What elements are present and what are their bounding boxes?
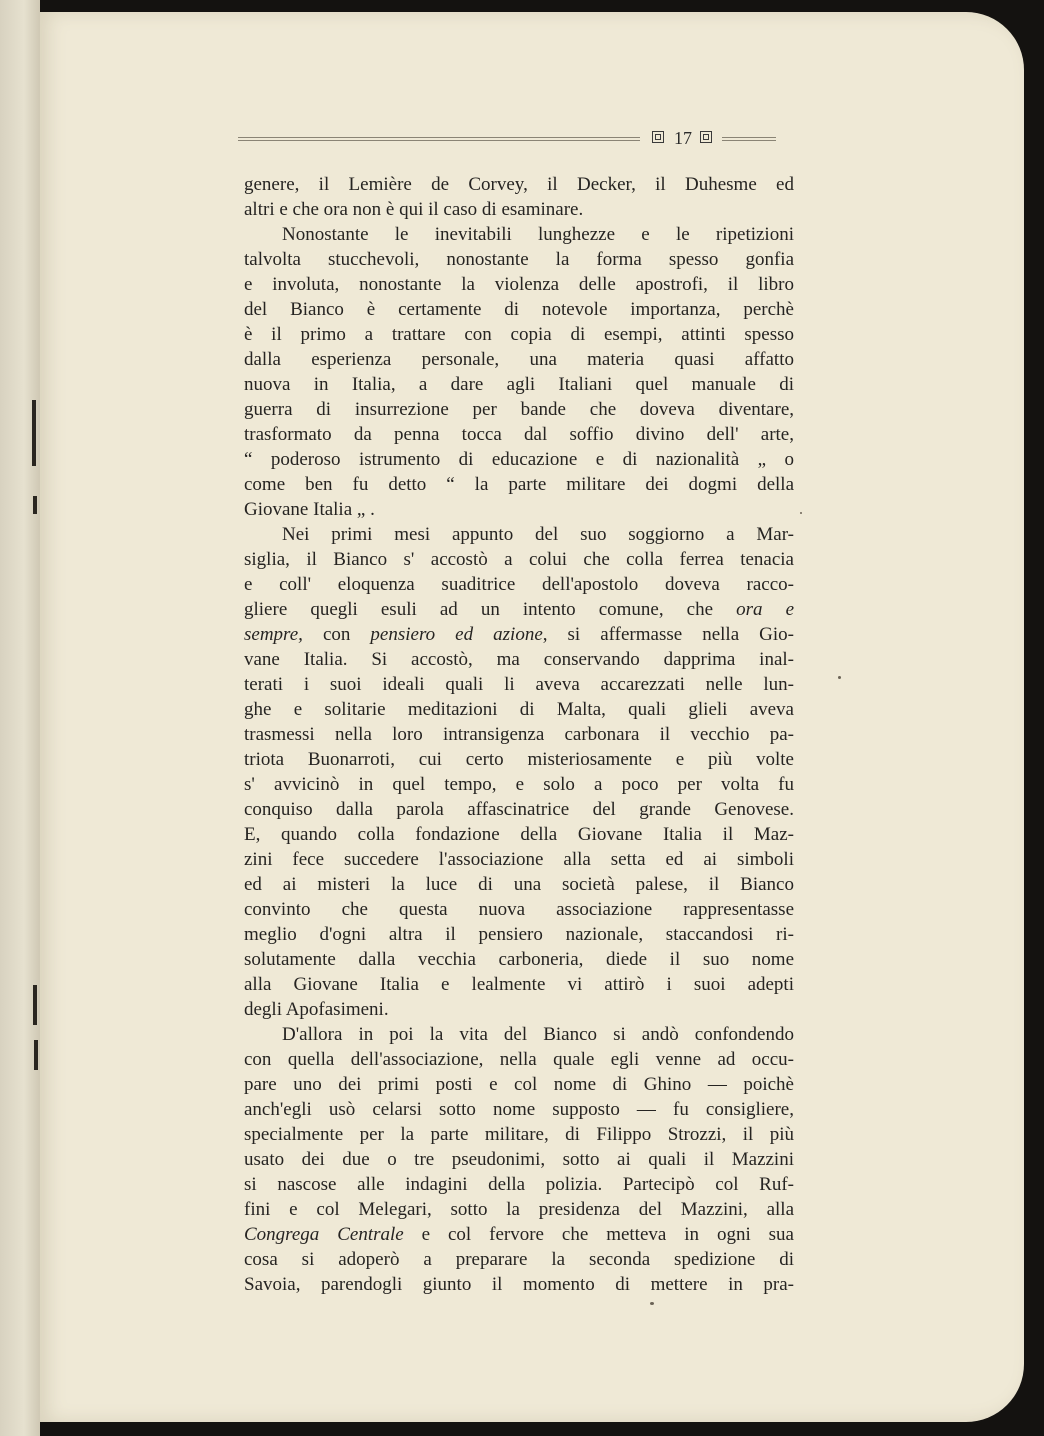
text-line: Nei primi mesi appunto del suo soggiorno a Mar-: [282, 524, 794, 545]
text-line: meglio d'ogni altra il pensiero nazionale, staccandosi ri-: [244, 924, 794, 945]
body-text: [244, 172, 794, 1297]
text-line: è il primo a trattare con copia di esempi, attinti spesso: [244, 324, 794, 345]
text-line: e coll' eloquenza suaditrice dell'apostolo doveva racco-: [244, 574, 794, 595]
paper-speck: [650, 1302, 654, 1305]
text-line: come ben fu detto “ la parte militare dei dogmi della: [244, 474, 794, 495]
text-line: Giovane Italia „ .: [244, 499, 375, 520]
text-line: pare uno dei primi posti e col nome di Ghino — poichè: [244, 1074, 794, 1095]
binding-mark: [33, 496, 37, 514]
text-line: specialmente per la parte militare, di Filippo Strozzi, il più: [244, 1124, 794, 1145]
text-line: e involuta, nonostante la violenza delle apostrofi, il libro: [244, 274, 794, 295]
text-line: [244, 622, 794, 647]
paper-speck: [800, 512, 802, 514]
text-line: terati i suoi ideali quali li aveva accarezzati nelle lun-: [244, 674, 794, 695]
header-rule-right: [722, 137, 776, 141]
text-line: convinto che questa nuova associazione rappresentasse: [244, 899, 794, 920]
text-line: dalla esperienza personale, una materia quasi affatto: [244, 349, 794, 370]
text-line: solutamente dalla vecchia carboneria, diede il suo nome: [244, 949, 794, 970]
text-line: [244, 1222, 794, 1247]
text-line: si nascose alle indagini della polizia. Partecipò col Ruf-: [244, 1174, 794, 1195]
text-line: talvolta stucchevoli, nonostante la forma spesso gonfia: [244, 249, 794, 270]
italic-text: sempre,: [244, 624, 303, 645]
italic-text: Congrega Centrale: [244, 1224, 404, 1245]
text-line: altri e che ora non è qui il caso di esaminare.: [244, 199, 584, 220]
text-line: vane Italia. Si accostò, ma conservando dapprima inal-: [244, 649, 794, 670]
text-line: Savoia, parendogli giunto il momento di mettere in pra-: [244, 1274, 794, 1295]
text-line: s' avvicinò in quel tempo, e solo a poco per volta fu: [244, 774, 794, 795]
text-line: con quella dell'associazione, nella quale egli venne ad occu-: [244, 1049, 794, 1070]
text-line: degli Apofasimeni.: [244, 999, 389, 1020]
binding-mark: [33, 985, 37, 1025]
text-line: genere, il Lemière de Corvey, il Decker, il Duhesme ed: [244, 174, 794, 195]
text-line: usato dei due o tre pseudonimi, sotto ai quali il Mazzini: [244, 1149, 794, 1170]
text-line: conquiso dalla parola affascinatrice del grande Genovese.: [244, 799, 794, 820]
text-line: [244, 597, 794, 622]
binding-mark: [32, 400, 36, 466]
italic-text: pensiero ed azione: [370, 624, 543, 645]
text-line: D'allora in poi la vita del Bianco si andò confondendo: [282, 1024, 794, 1045]
text-line: ghe e solitarie meditazioni di Malta, quali glieli aveva: [244, 699, 794, 720]
text-line: trasformato da penna tocca dal soffio divino dell' arte,: [244, 424, 794, 445]
text-segment: con: [302, 624, 371, 645]
text-segment: , si affermasse nella Gio-: [542, 624, 794, 645]
text-line: alla Giovane Italia e lealmente vi attirò i suoi adepti: [244, 974, 794, 995]
text-line: triota Buonarroti, cui certo misteriosamente e più volte: [244, 749, 794, 770]
page-number: 17: [674, 128, 692, 148]
ornament-box-icon: [700, 131, 712, 143]
text-line: anch'egli usò celarsi sotto nome supposto — fu consigliere,: [244, 1099, 794, 1120]
text-line: zini fece succedere l'associazione alla setta ed ai simboli: [244, 849, 794, 870]
text-line: cosa si adoperò a preparare la seconda spedizione di: [244, 1249, 794, 1270]
italic-text: ora e: [736, 599, 795, 620]
text-line: E, quando colla fondazione della Giovane Italia il Maz-: [244, 824, 794, 845]
binding-mark: [34, 1040, 38, 1070]
text-line: guerra di insurrezione per bande che doveva diventare,: [244, 399, 794, 420]
text-line: ed ai misteri la luce di una società palese, il Bianco: [244, 874, 794, 895]
text-line: del Bianco è certamente di notevole importanza, perchè: [244, 299, 794, 320]
text-line: Nonostante le inevitabili lunghezze e le ripetizioni: [282, 224, 794, 245]
ornament-box-icon: [652, 131, 664, 143]
paper-speck: [838, 676, 841, 679]
text-line: “ poderoso istrumento di educazione e di nazionalità „ o: [244, 449, 794, 470]
text-line: siglia, il Bianco s' accostò a colui che colla ferrea tenacia: [244, 549, 794, 570]
header-rule-left: [238, 137, 640, 141]
page-header: [238, 127, 778, 149]
facing-page-edge: [0, 0, 40, 1436]
text-line: nuova in Italia, a dare agli Italiani quel manuale di: [244, 374, 794, 395]
text-line: fini e col Melegari, sotto la presidenza del Mazzini, alla: [244, 1199, 794, 1220]
text-segment: e col fervore che metteva in ogni sua: [403, 1224, 794, 1245]
text-line: trasmessi nella loro intransigenza carbonara il vecchio pa-: [244, 724, 794, 745]
text-segment: gliere quegli esuli ad un intento comune, che: [244, 599, 714, 620]
